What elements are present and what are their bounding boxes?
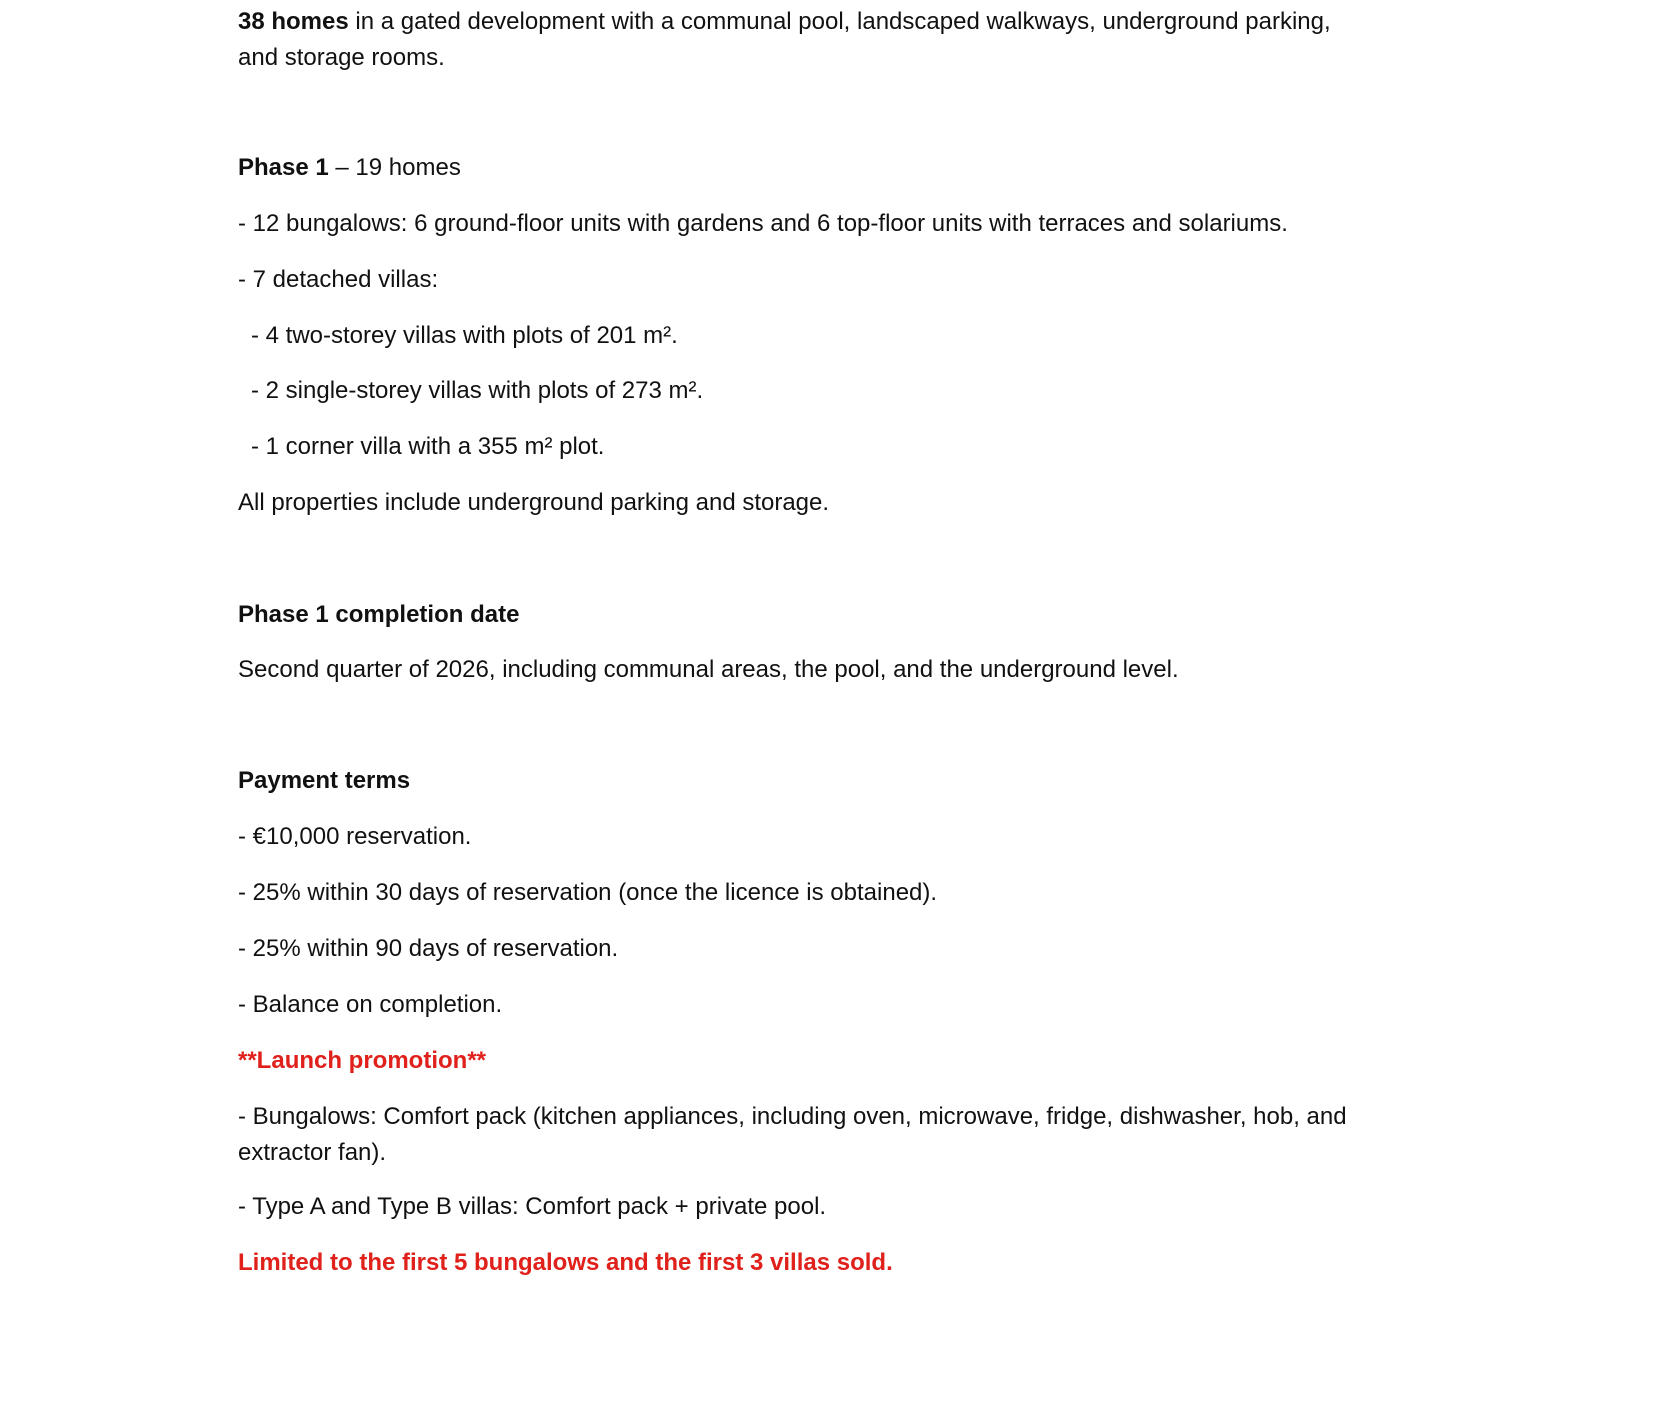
villa-sub-item: - 2 single-storey villas with plots of 273 m².: [251, 377, 704, 404]
intro-paragraph: [238, 4, 1428, 76]
completion-heading: Phase 1 completion date: [238, 601, 520, 628]
phase1-heading-bold: Phase 1: [238, 154, 329, 181]
intro-text-line2: and storage rooms.: [238, 44, 445, 71]
phase1-note: All properties include underground parking and storage.: [238, 489, 830, 516]
promotion-villas: - Type A and Type B villas: Comfort pack + private pool.: [238, 1193, 827, 1220]
promotion-bungalows-line2: extractor fan).: [238, 1139, 387, 1166]
phase1-heading-rest: – 19 homes: [328, 154, 461, 181]
promotion-bungalows: [238, 1099, 1428, 1171]
intro-bold-count: 38 homes: [238, 8, 349, 35]
phase1-item-bungalows: - 12 bungalows: 6 ground-floor units with gardens and 6 top-floor units with terraces and solariums.: [238, 210, 1288, 237]
villa-sub-item: - 4 two-storey villas with plots of 201 m².: [251, 322, 678, 349]
payment-item: - €10,000 reservation.: [238, 823, 472, 850]
intro-text-line1: in a gated development with a communal pool, landscaped walkways, underground parking,: [348, 8, 1331, 35]
payment-heading: Payment terms: [238, 767, 411, 794]
payment-item: - Balance on completion.: [238, 991, 503, 1018]
phase1-item-villas: - 7 detached villas:: [238, 266, 439, 293]
phase1-heading: [238, 150, 461, 186]
villa-sub-item: - 1 corner villa with a 355 m² plot.: [251, 433, 605, 460]
payment-item: - 25% within 90 days of reservation.: [238, 935, 619, 962]
payment-item: - 25% within 30 days of reservation (once the licence is obtained).: [238, 879, 938, 906]
promotion-limit: Limited to the first 5 bungalows and the first 3 villas sold.: [238, 1249, 893, 1276]
promotion-bungalows-line1: - Bungalows: Comfort pack (kitchen appliances, including oven, microwave, fridge, dishwasher, hob, and: [238, 1103, 1347, 1130]
promotion-heading: **Launch promotion**: [238, 1047, 487, 1074]
completion-text: Second quarter of 2026, including communal areas, the pool, and the underground level.: [238, 656, 1179, 683]
